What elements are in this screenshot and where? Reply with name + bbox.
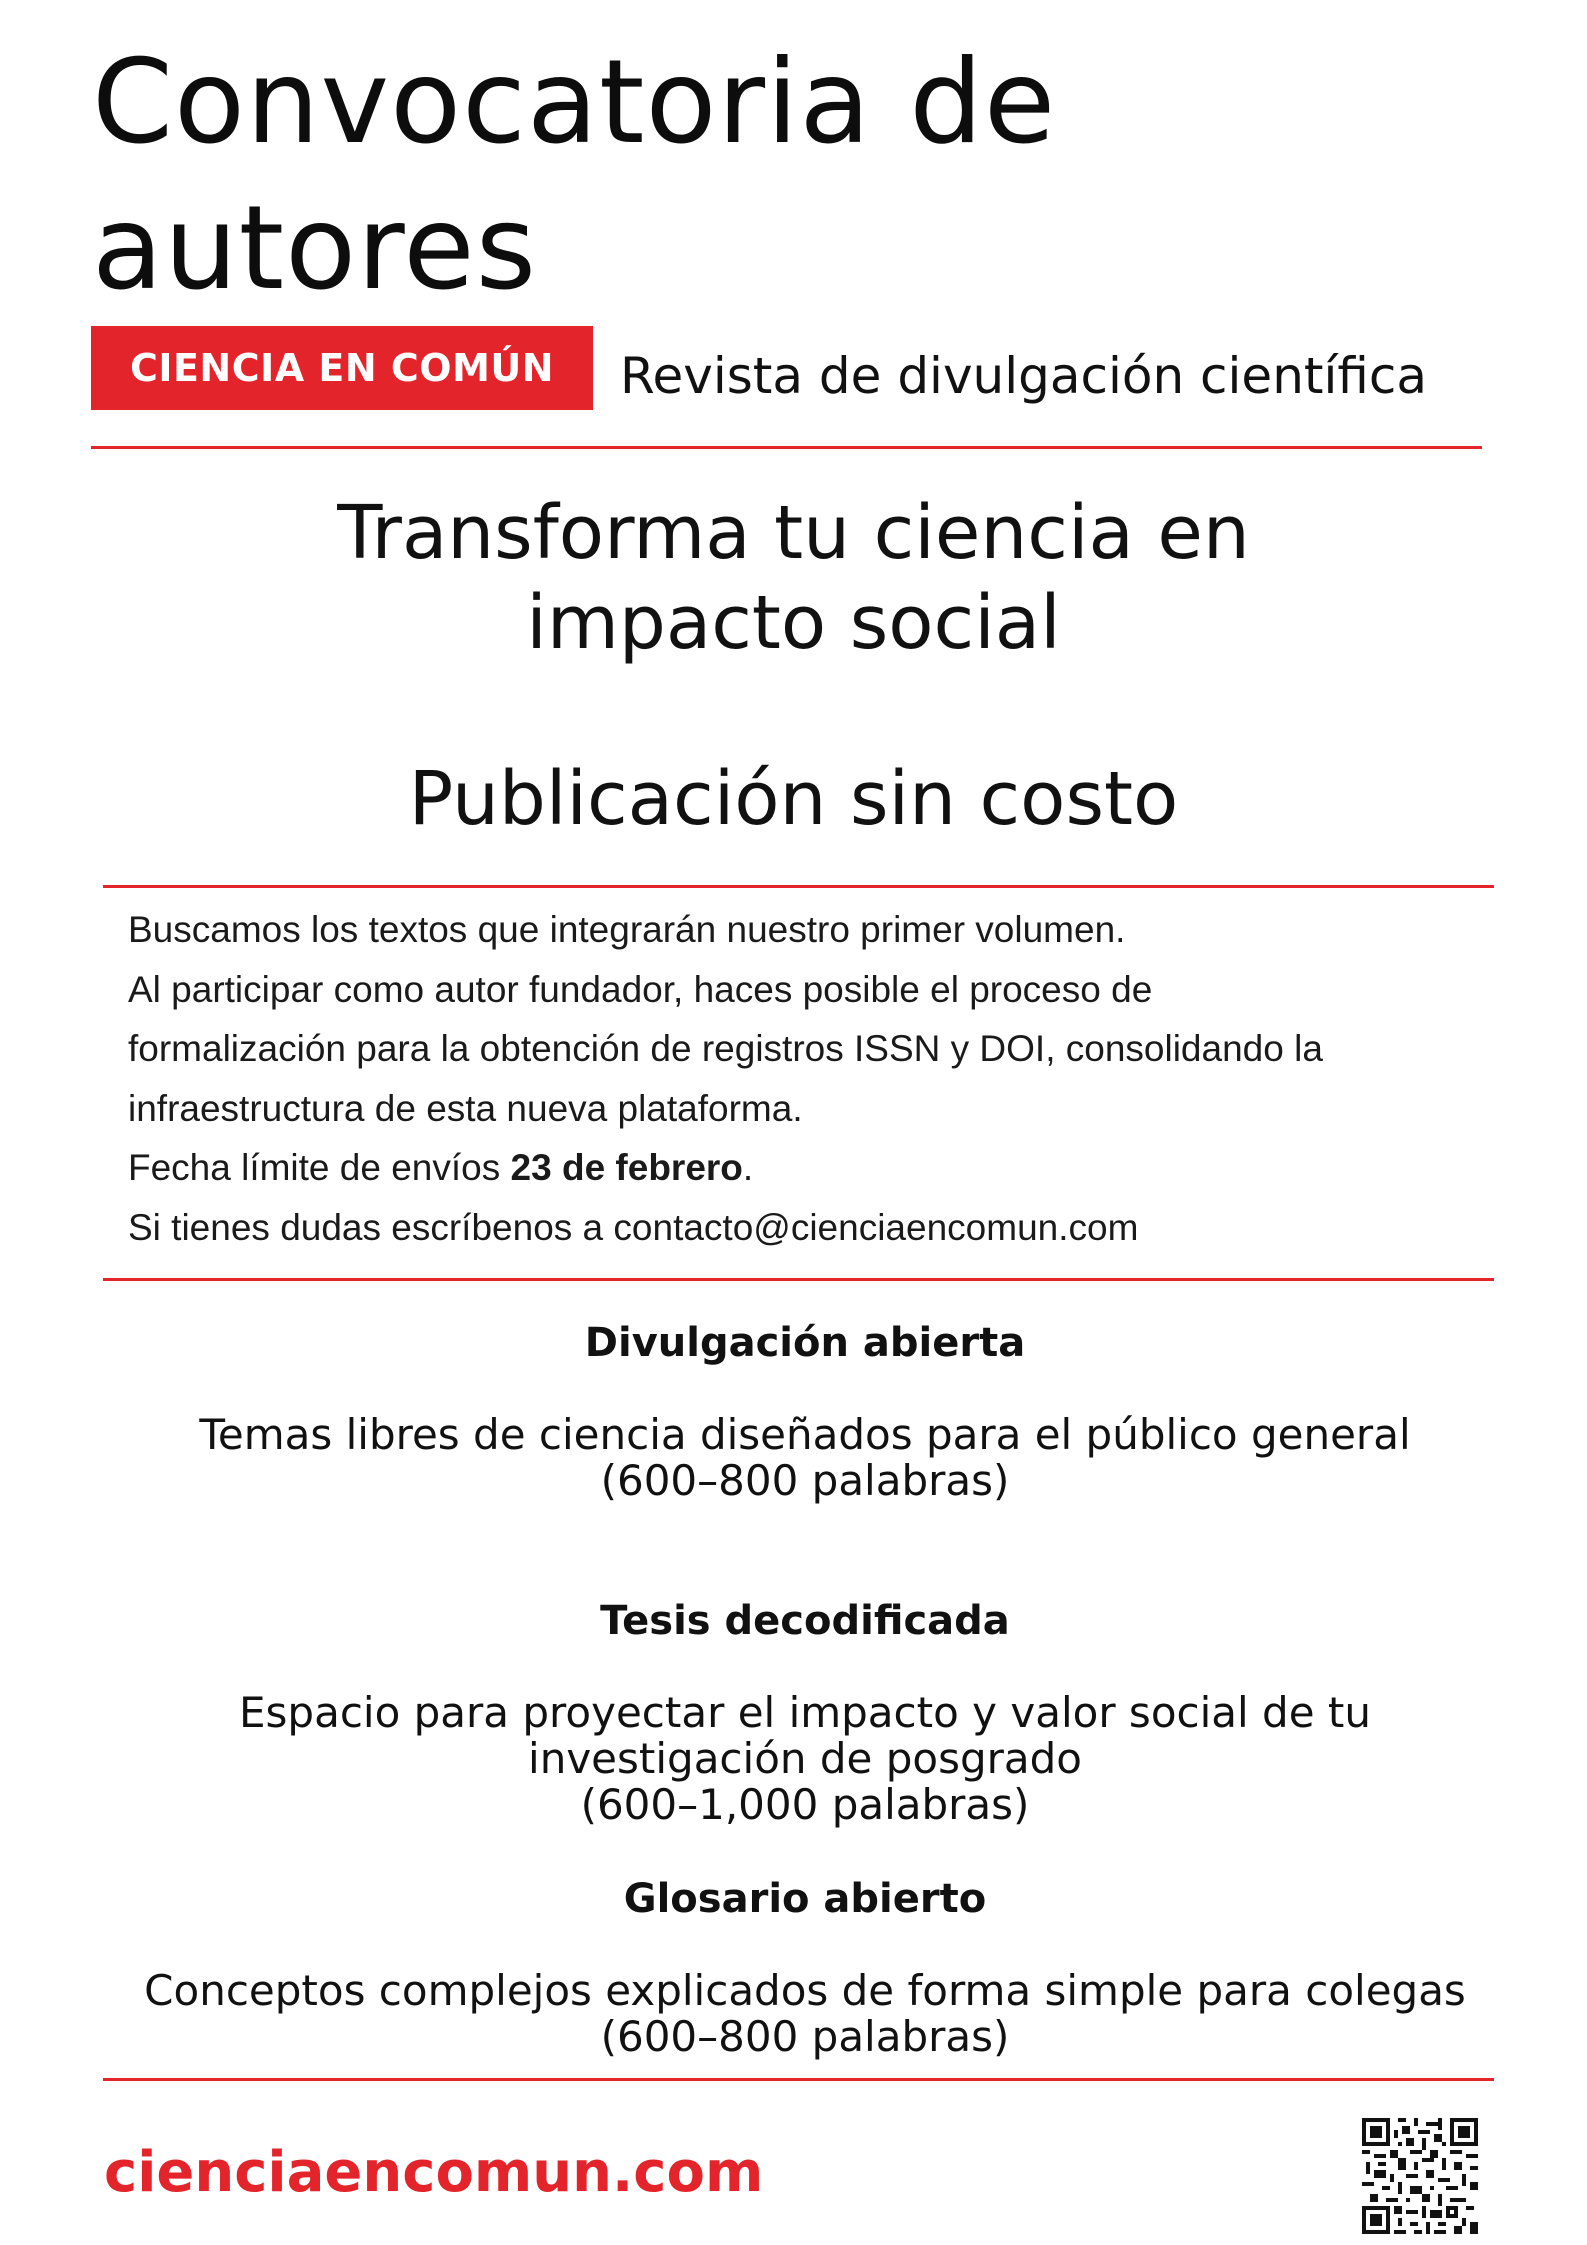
brand-subtitle: Revista de divulgación científica bbox=[620, 347, 1428, 405]
title-line-2: autores bbox=[92, 181, 538, 316]
deadline-prefix: Fecha límite de envíos bbox=[128, 1147, 511, 1188]
section-desc-line: Conceptos complejos explicados de forma simple para colegas bbox=[144, 1966, 1466, 2015]
page-title bbox=[92, 30, 1392, 322]
body-line-2: Al participar como autor fundador, haces posible el proceso de bbox=[128, 968, 1153, 1010]
section-title-tesis: Tesis decodificada bbox=[600, 1598, 1010, 1644]
website-link[interactable]: cienciaencomun.com bbox=[104, 2140, 764, 2205]
section-desc-divulgacion bbox=[0, 1412, 1587, 1504]
headline-line-2: impacto social bbox=[526, 580, 1061, 666]
deadline-date: 23 de febrero bbox=[510, 1147, 743, 1188]
call-description bbox=[128, 900, 1548, 1257]
title-line-1: Convocatoria de bbox=[92, 35, 1057, 170]
section-title-glosario: Glosario abierto bbox=[623, 1876, 987, 1922]
qr-code-icon[interactable] bbox=[1362, 2118, 1478, 2234]
section-desc-tesis bbox=[0, 1690, 1587, 1828]
section-desc-line: investigación de posgrado bbox=[528, 1734, 1082, 1783]
section-title-divulgacion: Divulgación abierta bbox=[584, 1320, 1026, 1366]
section-desc-line: (600–800 palabras) bbox=[600, 1456, 1010, 1505]
deadline-line bbox=[128, 1138, 1548, 1198]
divider-body-top bbox=[103, 885, 1494, 888]
section-desc-line: (600–800 palabras) bbox=[600, 2012, 1010, 2061]
headline-line-1: Transforma tu ciencia en bbox=[337, 490, 1250, 576]
section-desc-line: Temas libres de ciencia diseñados para el público general bbox=[199, 1410, 1411, 1459]
section-desc-glosario bbox=[0, 1968, 1587, 2060]
divider-footer bbox=[103, 2078, 1494, 2081]
deadline-suffix: . bbox=[742, 1147, 754, 1188]
section-desc-line: (600–1,000 palabras) bbox=[580, 1780, 1030, 1829]
headline-tagline: Publicación sin costo bbox=[408, 756, 1179, 842]
body-line-1: Buscamos los textos que integrarán nuestro primer volumen. bbox=[128, 909, 1126, 950]
body-line-3: formalización para la obtención de registros ISSN y DOI, consolidando la bbox=[128, 1028, 1323, 1069]
divider-top bbox=[91, 446, 1482, 449]
contact-line: Si tienes dudas escríbenos a contacto@cienciaencomun.com bbox=[128, 1206, 1139, 1248]
body-line-4: infraestructura de esta nueva plataforma. bbox=[128, 1087, 803, 1129]
divider-body-bottom bbox=[103, 1278, 1494, 1281]
brand-badge: CIENCIA EN COMÚN bbox=[91, 326, 593, 410]
section-desc-line: Espacio para proyectar el impacto y valor social de tu bbox=[239, 1688, 1371, 1737]
